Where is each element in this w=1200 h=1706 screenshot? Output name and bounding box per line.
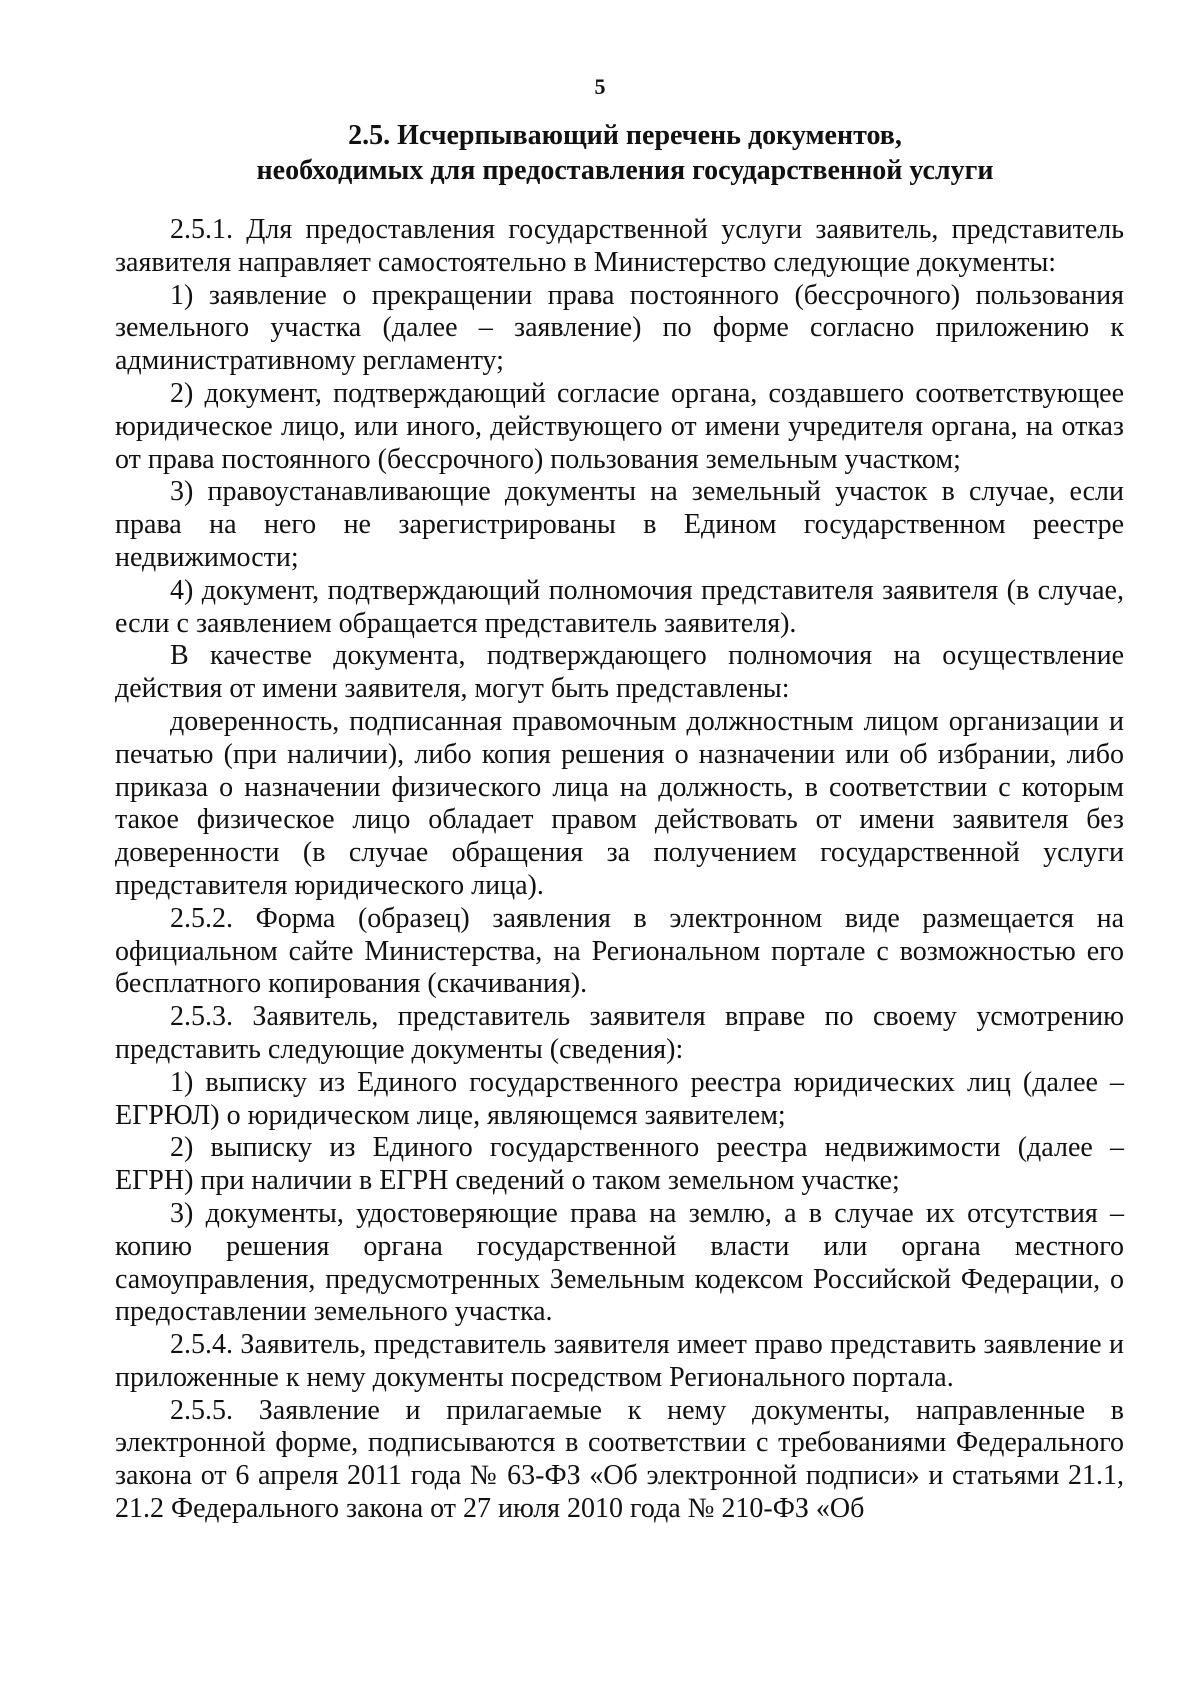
- section-title-line-2: необходимых для предоставления государственной услуги: [256, 155, 994, 186]
- body-text: [115, 214, 1124, 1526]
- list-item-land-rights-documents: 3) документы, удостоверяющие права на землю, а в случае их отсутствия – копию решения органа государственной власти или органа местного самоуправления, предусмотренных Земельным кодексом Российской Федерации, о предоставлении земельного участка.: [115, 1197, 1124, 1328]
- section-title-line-1: 2.5. Исчерпывающий перечень документов,: [348, 120, 902, 151]
- paragraph-authority-note: В качестве документа, подтверждающего полномочия на осуществление действия от имени заявителя, могут быть представлены:: [115, 640, 1124, 705]
- paragraph-2-5-4: 2.5.4. Заявитель, представитель заявителя имеет право представить заявление и приложенные к нему документы посредством Регионального портала.: [115, 1329, 1124, 1393]
- paragraph-2-5-3: 2.5.3. Заявитель, представитель заявителя вправе по своему усмотрению представить следующие документы (сведения):: [115, 1001, 1124, 1065]
- paragraph-power-of-attorney: доверенность, подписанная правомочным должностным лицом организации и печатью (при наличии), либо копия решения о назначении или об избрании, либо приказа о назначении физического лица на должность, в соответствии с которым такое физическое лицо обладает правом действовать от имени заявителя без доверенности (в случае обращения за получением государственной услуги представителя юридического лица).: [115, 705, 1124, 901]
- list-item-title-documents: 3) правоустанавливающие документы на земельный участок в случае, если права на него не зарегистрированы в Едином государственном реестре недвижимости;: [115, 476, 1124, 573]
- page-number: 5: [594, 74, 606, 99]
- list-item-egrn-extract: 2) выписку из Единого государственного реестра недвижимости (далее – ЕГРН) при наличии в ЕГРН сведений о таком земельном участке;: [115, 1132, 1124, 1197]
- paragraph-2-5-1: 2.5.1. Для предоставления государственной услуги заявитель, представитель заявителя направляет самостоятельно в Министерство следующие документы:: [115, 214, 1124, 278]
- list-item-authority-document: 4) документ, подтверждающий полномочия представителя заявителя (в случае, если с заявлением обращается представитель заявителя).: [115, 574, 1124, 639]
- paragraph-2-5-5: 2.5.5. Заявление и прилагаемые к нему документы, направленные в электронной форме, подписываются в соответствии с требованиями Федерального закона от 6 апреля 2011 года № 63-ФЗ «Об электронной подписи» и статьями 21.1, 21.2 Федерального закона от 27 июля 2010 года № 210-ФЗ «Об: [115, 1394, 1124, 1525]
- list-item-consent-document: 2) документ, подтверждающий согласие органа, создавшего соответствующее юридическое лицо, или иного, действующего от имени учредителя органа, на отказ от права постоянного (бессрочного) пользования земельным участком;: [115, 377, 1124, 475]
- paragraph-2-5-2: 2.5.2. Форма (образец) заявления в электронном виде размещается на официальном сайте Министерства, на Региональном портале с возможностью его бесплатного копирования (скачивания).: [115, 902, 1124, 1000]
- list-item-application: 1) заявление о прекращении права постоянного (бессрочного) пользования земельного участка (далее – заявление) по форме согласно приложению к административному регламенту;: [115, 279, 1124, 377]
- section-title: [130, 118, 1120, 188]
- list-item-egrul-extract: 1) выписку из Единого государственного реестра юридических лиц (далее – ЕГРЮЛ) о юридическом лице, являющемся заявителем;: [115, 1066, 1124, 1131]
